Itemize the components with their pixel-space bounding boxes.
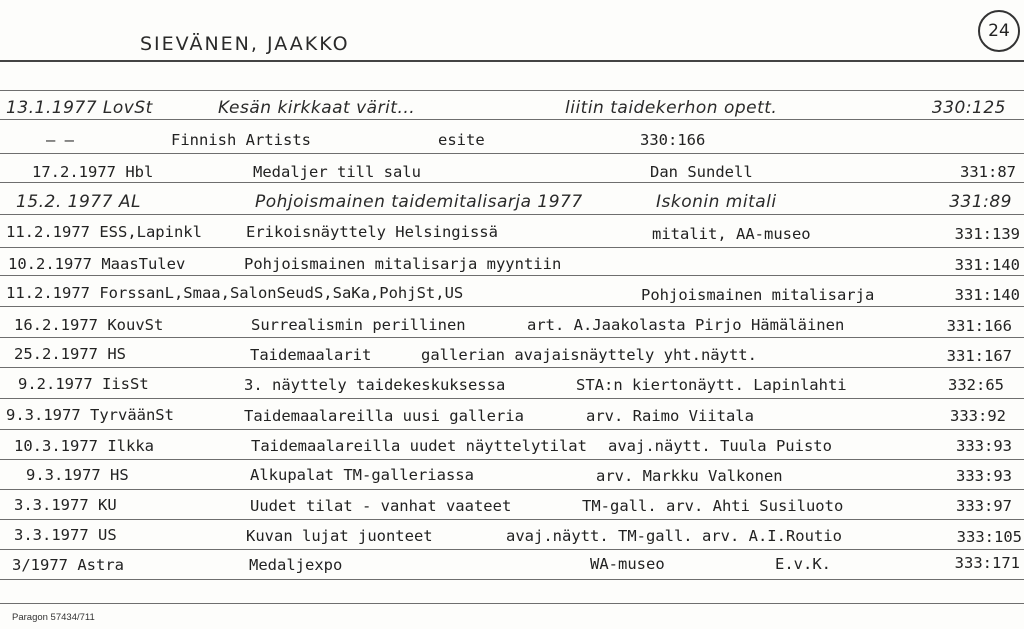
entry-ref: 331:167 — [946, 347, 1012, 365]
entry-info: art. A.Jaakolasta Pirjo Hämäläinen — [527, 316, 845, 334]
entry-title: Taidemaalareilla uusi galleria — [244, 407, 524, 425]
row-rule — [0, 579, 1024, 580]
entry-date: 9.2.1977 IisSt — [18, 375, 149, 393]
row-rule — [0, 459, 1024, 460]
entry-date: 9.3.1977 TyrväänSt — [6, 406, 174, 424]
entry-ref: 333:92 — [950, 407, 1006, 425]
entry-date: 3.3.1977 US — [14, 526, 117, 544]
entry-title: Surrealismin perillinen — [251, 316, 466, 334]
row-rule — [0, 119, 1024, 120]
row-rule — [0, 519, 1024, 520]
entry-ref: 331:87 — [960, 163, 1016, 181]
entry-ref: 331:139 — [954, 225, 1020, 243]
entry-info: Dan Sundell — [650, 163, 753, 181]
row-rule — [0, 337, 1024, 338]
entry-title: Uudet tilat - vanhat vaateet — [250, 497, 512, 515]
entry-ref: 333:93 — [956, 467, 1012, 485]
entry-info-2: E.v.K. — [775, 555, 831, 573]
entry-date: 17.2.1977 Hbl — [32, 163, 154, 181]
row-rule — [0, 489, 1024, 490]
entry-info: STA:n kiertonäytt. Lapinlahti — [576, 376, 847, 394]
entry-info: arv. Raimo Viitala — [586, 407, 754, 425]
entry-date: 10.3.1977 Ilkka — [14, 437, 154, 455]
row-rule — [0, 90, 1024, 91]
entry-title: Medaljexpo — [249, 556, 343, 574]
card-name: SIEVÄNEN, JAAKKO — [140, 33, 350, 55]
entry-ref: 331:140 — [954, 256, 1020, 274]
entry-info: esite — [438, 131, 485, 149]
card-number: 24 — [988, 21, 1010, 41]
entry-date: 11.2.1977 ESS,Lapinkl — [6, 223, 202, 241]
entry-date: 3/1977 Astra — [12, 556, 124, 574]
row-rule — [0, 214, 1024, 215]
header-rule — [0, 60, 1024, 62]
row-rule — [0, 182, 1024, 183]
entry-ref: 331:140 — [954, 286, 1020, 304]
row-rule — [0, 549, 1024, 550]
entry-info: Iskonin mitali — [656, 192, 777, 212]
entry-info: WA-museo — [590, 555, 665, 573]
entry-title: Pohjoismainen taidemitalisarja 1977 — [255, 192, 583, 212]
card-number-circle — [978, 10, 1020, 52]
row-rule — [0, 247, 1024, 248]
entry-date: 25.2.1977 HS — [14, 345, 126, 363]
entry-date: 13.1.1977 LovSt — [6, 98, 153, 118]
entry-info-2: 330:166 — [640, 131, 706, 149]
entry-info: Pohjoismainen mitalisarja — [641, 286, 875, 304]
entry-title: Kesän kirkkaat värit... — [218, 98, 416, 118]
row-rule — [0, 275, 1024, 276]
entry-title: 3. näyttely taidekeskuksessa — [244, 376, 506, 394]
entry-ref: 333:97 — [956, 497, 1012, 515]
entry-title: Kuvan lujat juonteet — [246, 527, 433, 545]
entry-ref: 333:93 — [956, 437, 1012, 455]
entry-info: arv. Markku Valkonen — [596, 467, 783, 485]
row-rule — [0, 153, 1024, 154]
entry-title: Finnish Artists — [171, 131, 311, 149]
entry-ref: 333:105 — [956, 528, 1022, 546]
entry-title: Alkupalat TM-galleriassa — [250, 466, 474, 484]
row-rule — [0, 306, 1024, 307]
row-rule — [0, 429, 1024, 430]
row-rule — [0, 603, 1024, 604]
entry-info: TM-gall. arv. Ahti Susiluoto — [582, 497, 844, 515]
entry-ref: 331:89 — [949, 192, 1012, 212]
entry-date: 3.3.1977 KU — [14, 496, 117, 514]
entry-date: 15.2. 1977 AL — [16, 192, 141, 212]
entry-info: liitin taidekerhon opett. — [565, 98, 778, 118]
entry-date: — — — [46, 131, 74, 149]
entry-title: Pohjoismainen mitalisarja myyntiin — [244, 255, 562, 273]
row-rule — [0, 367, 1024, 368]
entry-ref: 330:125 — [931, 98, 1006, 118]
entry-info: avaj.näytt. TM-gall. arv. A.I.Routio — [506, 527, 842, 545]
entry-title: Taidemaalareilla uudet näyttelytilat — [251, 437, 587, 455]
entry-ref: 332:65 — [948, 376, 1004, 394]
row-rule — [0, 398, 1024, 399]
printer-imprint: Paragon 57434/711 — [12, 612, 95, 623]
entry-ref: 333:171 — [954, 554, 1020, 572]
entry-date: 16.2.1977 KouvSt — [14, 316, 164, 334]
entry-info: mitalit, AA-museo — [652, 225, 811, 243]
entry-title: Taidemaalarit — [250, 346, 372, 364]
entry-date: 9.3.1977 HS — [26, 466, 129, 484]
entry-ref: 331:166 — [946, 317, 1012, 335]
entry-info: gallerian avajaisnäyttely yht.näytt. — [421, 346, 757, 364]
entry-info: avaj.näytt. Tuula Puisto — [608, 437, 832, 455]
entry-title: Medaljer till salu — [253, 163, 421, 181]
entry-date: 11.2.1977 ForssanL,Smaa,SalonSeudS,SaKa,PohjSt,US — [6, 284, 464, 302]
entry-date: 10.2.1977 MaasTulev — [8, 255, 186, 273]
entry-title: Erikoisnäyttely Helsingissä — [246, 223, 498, 241]
